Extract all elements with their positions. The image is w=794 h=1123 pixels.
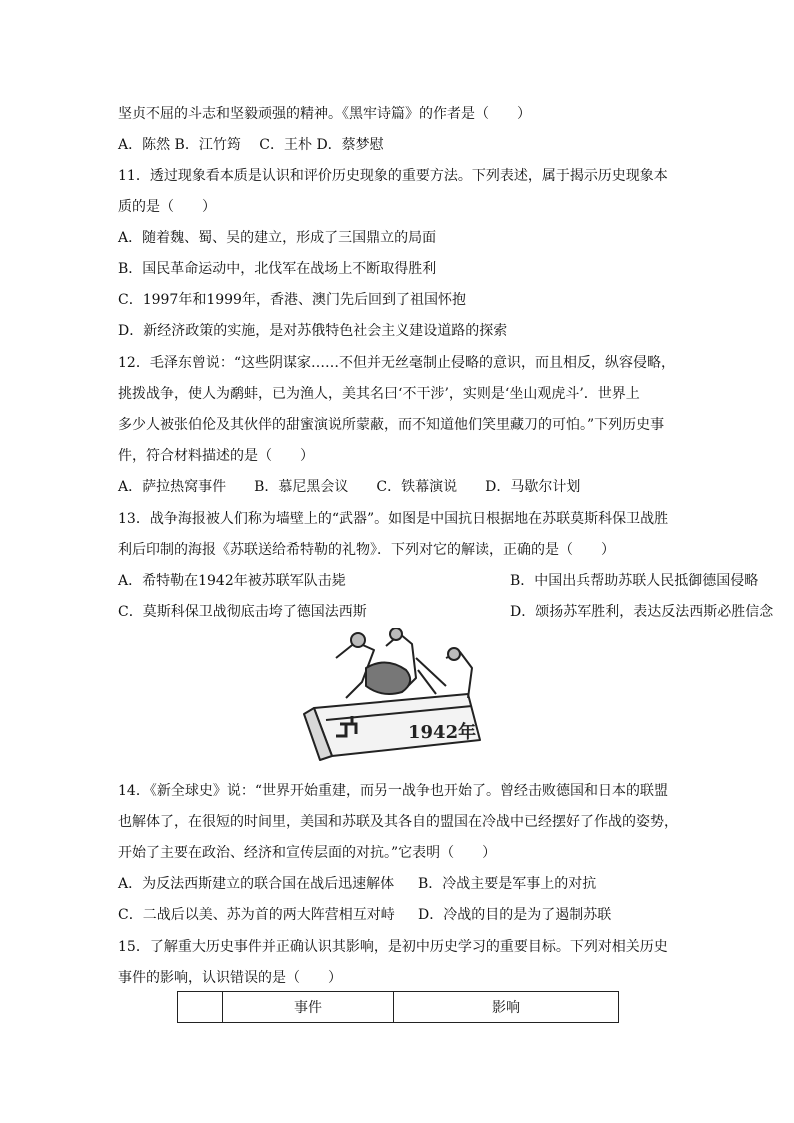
table-header-cell: 事件 [223,992,394,1023]
q14-option-d: D．冷战的目的是为了遏制苏联 [418,907,612,923]
q13-options-row-2 [118,602,774,622]
q14-option-a: A．为反法西斯建立的联合国在战后迅速解体 [118,876,395,892]
q12-stem-3: 多少人被张伯伦及其伙伴的甜蜜演说所蒙蔽，而不知道他们笑里藏刀的可怕。”下列历史事 [118,417,665,433]
q14-option-c: C．二战后以美、苏为首的两大阵营相互对峙 [118,907,395,923]
q14-option-b: B．冷战主要是军事上的对抗 [418,876,597,892]
q13-option-d: D．颂扬苏军胜利，表达反法西斯必胜信念 [510,604,774,620]
q11-option-c: C．1997年和1999年，香港、澳门先后回到了祖国怀抱 [118,292,466,308]
q13-stem-1: 13．战争海报被人们称为墙壁上的“武器”。如图是中国抗日根据地在苏联莫斯科保卫战胜 [118,511,669,527]
q11-stem-1: 11．透过现象看本质是认识和评价历史现象的重要方法。下列表述，属于揭示历史现象本 [118,168,668,184]
q11-option-d: D．新经济政策的实施，是对苏俄特色社会主义建设道路的探索 [118,323,508,339]
q14-options-row-1 [118,874,678,894]
q13-option-b: B．中国出兵帮助苏联人民抵御德国侵略 [510,573,759,589]
q13-option-a: A．希特勒在1942年被苏联军队击毙 [118,573,346,589]
q10-options: A．陈然 B．江竹筠 C．王朴 D．蔡梦慰 [118,137,384,153]
table-header-cell [178,992,223,1023]
q15-stem-2: 事件的影响，认识错误的是（ ） [118,970,342,986]
table-header-cell: 影响 [394,992,619,1023]
q13-stem-2: 利后印制的海报《苏联送给希特勒的礼物》．下列对它的解读，正确的是（ ） [118,542,615,558]
q14-stem-3: 开始了主要在政治、经济和宣传层面的对抗。”它表明（ ） [118,845,497,861]
q11-stem-2: 质的是（ ） [118,199,216,215]
q15-stem-1: 15．了解重大历史事件并正确认识其影响，是初中历史学习的重要目标。下列对相关历史 [118,939,668,955]
events-table [177,991,619,1023]
q13-option-c: C．莫斯科保卫战彻底击垮了德国法西斯 [118,604,367,620]
q12-stem-2: 挑拨战争，使人为鹬蚌，已为渔人，美其名曰‘不干涉’，实则是‘坐山观虎斗’．世界上 [118,386,640,402]
table-header-row [178,992,619,1023]
q13-options-row-1 [118,571,759,591]
q11-option-a: A．随着魏、蜀、吴的建立，形成了三国鼎立的局面 [118,230,437,246]
q12-stem-1: 12．毛泽东曾说：“这些阴谋家……不但并无丝毫制止侵略的意识，而且相反，纵容侵略， [118,355,675,371]
q14-stem-1: 14．《新全球史》说：“世界开始重建，而另一战争也开始了。曾经击败德国和日本的联盟 [118,783,668,799]
q12-options: A．萨拉热窝事件 B．慕尼黑会议 C．铁幕演说 D．马歇尔计划 [118,479,581,495]
q11-option-b: B．国民革命运动中，北伐军在战场上不断取得胜利 [118,261,437,277]
q12-stem-4: 件，符合材料描述的是（ ） [118,448,314,464]
poster-year-label: 1942年 [408,722,477,743]
war-poster-coffin-illustration [296,628,496,766]
q14-stem-2: 也解体了，在很短的时间里，美国和苏联及其各自的盟国在冷战中已经摆好了作战的姿势， [118,814,678,830]
q14-options-row-2 [118,905,678,925]
line-0: 坚贞不屈的斗志和坚毅顽强的精神。《黑牢诗篇》的作者是（ ） [118,106,531,122]
